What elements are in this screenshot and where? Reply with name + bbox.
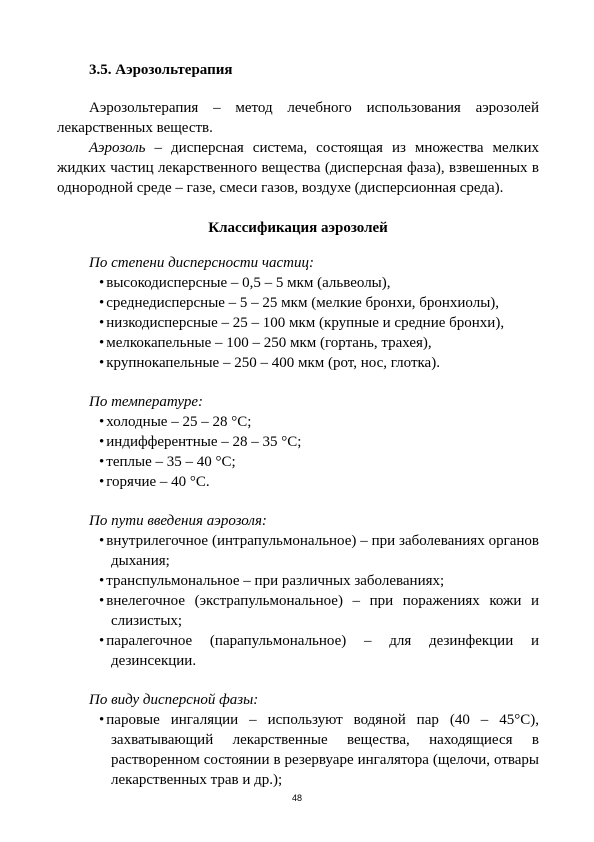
bullet-icon: •: [99, 355, 105, 371]
bullet-list: [89, 412, 539, 492]
list-item-text: теплые – 35 – 40 °С;: [106, 454, 236, 470]
list-item: [89, 333, 539, 353]
list-item: [89, 313, 539, 333]
classification-groups: [57, 253, 539, 790]
list-item: [89, 710, 539, 790]
bullet-icon: •: [99, 414, 105, 430]
group-title: По степени дисперсности частиц:: [89, 255, 314, 271]
list-item-text: низкодисперсные – 25 – 100 мкм (крупные и средние бронхи),: [106, 315, 505, 331]
list-item: [89, 531, 539, 571]
list-item-text: горячие – 40 °С.: [106, 474, 210, 490]
list-item-text: крупнокапельные – 250 – 400 мкм (рот, нос, глотка).: [106, 355, 440, 371]
list-item-text: паровые ингаляции – используют водяной пар (40 – 45°С), захватывающий лекарственные вещества, находящиеся в растворенном состоянии в резервуаре ингалятора (щелочи, отвары лекарственных трав и др.);: [106, 712, 539, 788]
list-item-text: транспульмональное – при различных заболеваниях;: [106, 573, 445, 589]
classification-group: [57, 690, 539, 790]
classification-group: [57, 253, 539, 373]
term-aerosol: Аэрозоль: [89, 140, 146, 156]
bullet-icon: •: [99, 533, 105, 549]
group-title: По температуре:: [89, 394, 204, 410]
list-item-text: внутрилегочное (интрапульмональное) – при заболеваниях органов дыхания;: [106, 533, 539, 569]
list-item: [89, 591, 539, 631]
list-item: [89, 273, 539, 293]
bullet-icon: •: [99, 633, 105, 649]
list-item-text: мелкокапельные – 100 – 250 мкм (гортань, трахея),: [106, 335, 432, 351]
bullet-icon: •: [99, 712, 105, 728]
list-item: [89, 631, 539, 671]
list-item: [89, 293, 539, 313]
document-page: [57, 60, 539, 809]
bullet-icon: •: [99, 295, 105, 311]
bullet-icon: •: [99, 275, 105, 291]
classification-group: [57, 392, 539, 492]
bullet-list: [89, 273, 539, 373]
bullet-list: [89, 531, 539, 671]
bullet-icon: •: [99, 335, 105, 351]
list-item-text: паралегочное (парапульмональное) – для дезинфекции и дезинсекции.: [106, 633, 539, 669]
intro-paragraph-1: Аэрозольтерапия – метод лечебного использования аэрозолей лекарственных веществ.: [57, 100, 539, 136]
list-item-text: высокодисперсные – 0,5 – 5 мкм (альвеолы),: [106, 275, 391, 291]
bullet-icon: •: [99, 593, 105, 609]
list-item: [89, 412, 539, 432]
list-item: [89, 353, 539, 373]
list-item: [89, 432, 539, 452]
group-title: По виду дисперсной фазы:: [89, 692, 259, 708]
intro-paragraph-2: [57, 138, 539, 198]
list-item: [89, 472, 539, 492]
group-title: По пути введения аэрозоля:: [89, 513, 267, 529]
list-item: [89, 452, 539, 472]
list-item-text: индифферентные – 28 – 35 °С;: [106, 434, 302, 450]
bullet-icon: •: [99, 454, 105, 470]
bullet-list: [89, 710, 539, 790]
list-item: [89, 571, 539, 591]
bullet-icon: •: [99, 573, 105, 589]
list-item-text: внелегочное (экстрапульмональное) – при поражениях кожи и слизистых;: [106, 593, 539, 629]
list-item-text: холодные – 25 – 28 °С;: [106, 414, 252, 430]
bullet-icon: •: [99, 315, 105, 331]
list-item-text: среднедисперсные – 5 – 25 мкм (мелкие бронхи, бронхиолы),: [106, 295, 500, 311]
classification-heading: Классификация аэрозолей: [208, 220, 388, 236]
term-aerosol-definition: – дисперсная система, состоящая из множества мелких жидких частиц лекарственного вещества (дисперсная фаза), взвешенных в однородной среде – газе, смеси газов, воздухе (дисперсионная среда).: [57, 140, 539, 196]
bullet-icon: •: [99, 434, 105, 450]
bullet-icon: •: [99, 474, 105, 490]
section-title: 3.5. Аэрозольтерапия: [89, 62, 233, 78]
classification-group: [57, 511, 539, 671]
page-number: 48: [291, 793, 302, 803]
